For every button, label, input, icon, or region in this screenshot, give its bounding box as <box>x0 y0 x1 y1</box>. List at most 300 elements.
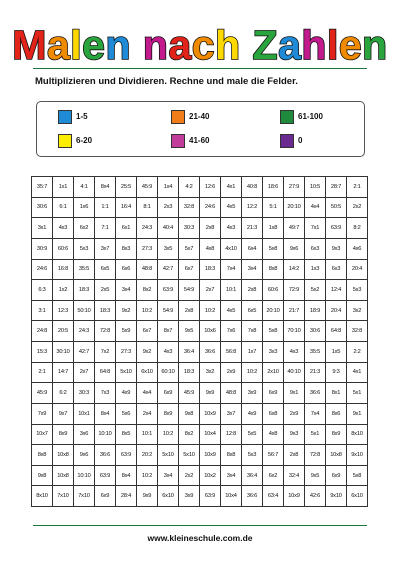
grid-cell[interactable]: 1x2 <box>53 280 74 301</box>
grid-cell[interactable]: 30:6 <box>305 321 326 342</box>
grid-cell[interactable]: 10x4 <box>200 424 221 445</box>
grid-cell[interactable]: 9x7 <box>53 403 74 424</box>
grid-cell[interactable]: 10x6 <box>200 321 221 342</box>
grid-cell[interactable]: 4x9 <box>116 383 137 404</box>
grid-cell[interactable]: 8x8 <box>32 445 53 466</box>
grid-cell[interactable]: 16:4 <box>116 197 137 218</box>
grid-cell[interactable]: 63:9 <box>326 218 347 239</box>
grid-cell[interactable]: 6x2 <box>74 218 95 239</box>
grid-cell[interactable]: 40:10 <box>284 362 305 383</box>
grid-cell[interactable]: 6x3 <box>305 238 326 259</box>
grid-cell[interactable]: 9x8 <box>32 465 53 486</box>
grid-cell[interactable]: 18:6 <box>263 177 284 198</box>
grid-cell[interactable]: 9x5 <box>305 465 326 486</box>
grid-cell[interactable]: 30:3 <box>74 383 95 404</box>
grid-cell[interactable]: 6x7 <box>179 259 200 280</box>
grid-cell[interactable]: 36:4 <box>242 465 263 486</box>
grid-cell[interactable]: 2x7 <box>200 280 221 301</box>
grid-cell[interactable]: 5x3 <box>347 280 368 301</box>
grid-cell[interactable]: 18:3 <box>179 362 200 383</box>
grid-cell[interactable]: 32:8 <box>179 197 200 218</box>
grid-cell[interactable]: 4:2 <box>179 177 200 198</box>
title-letter <box>131 22 143 68</box>
grid-cell[interactable]: 6x7 <box>137 321 158 342</box>
grid-cell[interactable]: 5x8 <box>263 321 284 342</box>
grid-cell[interactable]: 5x10 <box>158 445 179 466</box>
grid-cell[interactable]: 60:6 <box>263 280 284 301</box>
grid-cell[interactable]: 8x1 <box>326 383 347 404</box>
grid-cell[interactable]: 49:7 <box>284 218 305 239</box>
grid-cell[interactable]: 2:1 <box>32 362 53 383</box>
title-letter: Z <box>252 22 279 68</box>
grid-cell[interactable]: 6x9 <box>263 383 284 404</box>
grid-cell[interactable]: 9x6 <box>284 238 305 259</box>
grid-cell[interactable]: 9x3 <box>326 238 347 259</box>
grid-cell[interactable]: 72:9 <box>284 280 305 301</box>
grid-cell[interactable]: 10:10 <box>74 465 95 486</box>
grid-cell[interactable]: 3x1 <box>32 218 53 239</box>
legend-item-61-100 <box>280 110 380 124</box>
grid-cell[interactable]: 50:5 <box>326 197 347 218</box>
grid-cell[interactable]: 48:8 <box>221 383 242 404</box>
grid-cell[interactable]: 5x10 <box>179 445 200 466</box>
grid-row <box>32 342 368 363</box>
grid-cell[interactable]: 36:4 <box>179 342 200 363</box>
grid-row <box>32 424 368 445</box>
grid-cell[interactable]: 6x5 <box>242 300 263 321</box>
grid-cell[interactable]: 5x8 <box>263 238 284 259</box>
grid-cell[interactable]: 6x2 <box>263 465 284 486</box>
grid-cell[interactable]: 5x7 <box>179 238 200 259</box>
grid-cell[interactable]: 6:1 <box>53 197 74 218</box>
grid-cell[interactable]: 2x3 <box>158 197 179 218</box>
grid-cell[interactable]: 1x3 <box>305 259 326 280</box>
grid-cell[interactable]: 64:8 <box>95 362 116 383</box>
grid-cell[interactable]: 10x9 <box>200 445 221 466</box>
grid-cell[interactable]: 10x9 <box>284 486 305 507</box>
grid-cell[interactable]: 20:10 <box>263 300 284 321</box>
grid-cell[interactable]: 5x6 <box>116 403 137 424</box>
grid-cell[interactable]: 8x8 <box>221 445 242 466</box>
grid-cell[interactable]: 7x10 <box>53 486 74 507</box>
grid-cell[interactable]: 9x1 <box>284 383 305 404</box>
grid-cell[interactable]: 3x7 <box>221 403 242 424</box>
grid-cell[interactable]: 7x6 <box>221 321 242 342</box>
footer-divider <box>33 525 367 526</box>
grid-cell[interactable]: 8x6 <box>326 403 347 424</box>
grid-cell[interactable]: 8x9 <box>158 403 179 424</box>
grid-row <box>32 403 368 424</box>
grid-cell[interactable]: 63:4 <box>263 486 284 507</box>
grid-cell[interactable]: 3x7 <box>95 238 116 259</box>
grid-cell[interactable]: 18:9 <box>305 300 326 321</box>
grid-cell[interactable]: 2x8 <box>242 280 263 301</box>
grid-cell[interactable]: 1x4 <box>158 177 179 198</box>
grid-cell[interactable]: 4x6 <box>347 238 368 259</box>
grid-cell[interactable]: 7x4 <box>221 259 242 280</box>
grid-cell[interactable]: 30:9 <box>32 238 53 259</box>
grid-cell[interactable]: 1:1 <box>95 197 116 218</box>
grid-cell[interactable]: 1x5 <box>326 342 347 363</box>
grid-row <box>32 465 368 486</box>
grid-cell[interactable]: 8x4 <box>95 177 116 198</box>
grid-cell[interactable]: 8x9 <box>326 424 347 445</box>
grid-cell[interactable]: 28:7 <box>326 177 347 198</box>
legend-item-21-40 <box>171 110 271 124</box>
grid-cell[interactable]: 4x3 <box>284 342 305 363</box>
legend-label: 41-60 <box>189 136 210 145</box>
grid-cell[interactable]: 63:9 <box>158 280 179 301</box>
grid-cell[interactable]: 4x5 <box>221 197 242 218</box>
grid-cell[interactable]: 32:4 <box>284 465 305 486</box>
grid-cell[interactable]: 7x8 <box>242 321 263 342</box>
grid-cell[interactable]: 4x4 <box>137 383 158 404</box>
grid-cell[interactable]: 9x5 <box>179 321 200 342</box>
grid-cell[interactable]: 45:9 <box>32 383 53 404</box>
grid-cell[interactable]: 6x1 <box>116 218 137 239</box>
grid-cell[interactable]: 10:2 <box>200 300 221 321</box>
title-letter: a <box>278 22 302 68</box>
grid-cell[interactable]: 8x4 <box>116 465 137 486</box>
grid-cell[interactable]: 10:2 <box>158 424 179 445</box>
grid-cell[interactable]: 4x8 <box>200 238 221 259</box>
grid-cell[interactable]: 40:8 <box>242 177 263 198</box>
grid-cell[interactable]: 8x2 <box>179 424 200 445</box>
grid-cell[interactable]: 5x9 <box>116 321 137 342</box>
grid-cell[interactable]: 10x4 <box>221 486 242 507</box>
grid-cell[interactable]: 10x2 <box>200 465 221 486</box>
grid-cell[interactable]: 35:5 <box>305 342 326 363</box>
grid-cell[interactable]: 6x10 <box>158 486 179 507</box>
grid-cell[interactable]: 72:8 <box>305 445 326 466</box>
grid-cell[interactable]: 63:9 <box>200 486 221 507</box>
grid-cell[interactable]: 2:2 <box>347 342 368 363</box>
grid-cell[interactable]: 3:1 <box>32 300 53 321</box>
grid-cell[interactable]: 3x9 <box>242 383 263 404</box>
grid-cell[interactable]: 6x10 <box>137 362 158 383</box>
grid-row <box>32 177 368 198</box>
grid-cell[interactable]: 54:9 <box>158 300 179 321</box>
grid-cell[interactable]: 36:6 <box>305 383 326 404</box>
grid-cell[interactable]: 32:8 <box>347 321 368 342</box>
grid-cell[interactable]: 2x7 <box>74 362 95 383</box>
title-letter: M <box>12 22 47 68</box>
grid-cell[interactable]: 3x9 <box>179 486 200 507</box>
grid-row <box>32 445 368 466</box>
grid-cell[interactable]: 6:3 <box>32 280 53 301</box>
title-letter: a <box>46 22 71 68</box>
title-letter <box>241 22 253 68</box>
grid-cell[interactable]: 9x3 <box>284 424 305 445</box>
grid-cell[interactable]: 5x1 <box>305 424 326 445</box>
grid-cell[interactable]: 3x5 <box>158 238 179 259</box>
grid-cell[interactable]: 9x6 <box>74 445 95 466</box>
grid-cell[interactable]: 7x2 <box>95 342 116 363</box>
grid-cell[interactable]: 14:7 <box>53 362 74 383</box>
grid-cell[interactable]: 56:8 <box>221 342 242 363</box>
title-letter: l <box>70 22 83 68</box>
grid-cell[interactable]: 2x2 <box>179 465 200 486</box>
footer-url: www.kleineschule.com.de <box>147 533 253 543</box>
grid-cell[interactable]: 20:4 <box>326 300 347 321</box>
grid-cell[interactable]: 6x4 <box>242 238 263 259</box>
grid-cell[interactable]: 4x1 <box>347 362 368 383</box>
grid-cell[interactable]: 30:6 <box>32 197 53 218</box>
grid-cell[interactable]: 5x8 <box>347 465 368 486</box>
title-letter: e <box>82 22 106 68</box>
grid-cell[interactable]: 6:2 <box>53 383 74 404</box>
color-swatch <box>280 110 294 124</box>
grid-cell[interactable]: 4x3 <box>53 218 74 239</box>
grid-cell[interactable]: 15:3 <box>32 342 53 363</box>
grid-cell[interactable]: 20:2 <box>137 445 158 466</box>
grid-cell[interactable]: 9:3 <box>326 362 347 383</box>
legend-item-6-20 <box>58 134 158 148</box>
grid-cell[interactable]: 7x9 <box>32 403 53 424</box>
grid-cell[interactable]: 27:3 <box>137 238 158 259</box>
grid-cell[interactable]: 27:3 <box>116 342 137 363</box>
title-letter: l <box>326 22 339 68</box>
grid-cell[interactable]: 14:2 <box>284 259 305 280</box>
grid-cell[interactable]: 5x2 <box>305 280 326 301</box>
grid-cell[interactable]: 10x8 <box>326 445 347 466</box>
grid-cell[interactable]: 28:4 <box>116 486 137 507</box>
grid-cell[interactable]: 9x1 <box>347 403 368 424</box>
grid-cell[interactable]: 10:1 <box>137 424 158 445</box>
grid-cell[interactable]: 1x1 <box>53 177 74 198</box>
grid-cell[interactable]: 54:9 <box>179 280 200 301</box>
grid-cell[interactable]: 5x3 <box>74 238 95 259</box>
grid-cell[interactable]: 10x8 <box>53 445 74 466</box>
grid-row <box>32 238 368 259</box>
instructions-text: Multiplizieren und Dividieren. Rechne und male die Felder. <box>35 76 298 87</box>
grid-cell[interactable]: 6x3 <box>326 259 347 280</box>
grid-cell[interactable]: 2x10 <box>263 362 284 383</box>
legend-label: 1-5 <box>76 112 88 121</box>
grid-cell[interactable]: 8x5 <box>116 424 137 445</box>
grid-cell[interactable]: 18:3 <box>200 259 221 280</box>
grid-cell[interactable]: 6x9 <box>326 465 347 486</box>
grid-cell[interactable]: 5x3 <box>242 445 263 466</box>
title-letter: n <box>105 22 132 68</box>
grid-cell[interactable]: 10:2 <box>242 362 263 383</box>
grid-cell[interactable]: 9x9 <box>137 486 158 507</box>
grid-cell[interactable]: 1x6 <box>74 197 95 218</box>
grid-cell[interactable]: 24:8 <box>32 321 53 342</box>
grid-cell[interactable]: 10x1 <box>74 403 95 424</box>
grid-cell[interactable]: 3x6 <box>74 424 95 445</box>
legend-label: 6-20 <box>76 136 93 145</box>
grid-cell[interactable]: 3x4 <box>221 465 242 486</box>
grid-cell[interactable]: 3x4 <box>116 280 137 301</box>
color-swatch <box>58 134 72 148</box>
grid-cell[interactable]: 21:3 <box>242 218 263 239</box>
grid-cell[interactable]: 35:5 <box>74 259 95 280</box>
grid-cell[interactable]: 30:3 <box>179 218 200 239</box>
grid-cell[interactable]: 5:1 <box>263 197 284 218</box>
grid-cell[interactable]: 4x3 <box>158 342 179 363</box>
grid-cell[interactable]: 36:6 <box>95 445 116 466</box>
grid-cell[interactable]: 10x8 <box>53 465 74 486</box>
grid-cell[interactable]: 3x2 <box>200 362 221 383</box>
title-letter: n <box>362 22 388 68</box>
grid-cell[interactable]: 2x9 <box>221 362 242 383</box>
grid-cell[interactable]: 63:9 <box>116 445 137 466</box>
grid-cell[interactable]: 2:1 <box>347 177 368 198</box>
grid-row <box>32 280 368 301</box>
grid-cell[interactable]: 36:6 <box>242 486 263 507</box>
title-letter: h <box>301 22 327 68</box>
grid-cell[interactable]: 8x3 <box>116 238 137 259</box>
grid-cell[interactable]: 2x4 <box>137 403 158 424</box>
grid-cell[interactable]: 3x3 <box>263 342 284 363</box>
legend-item-1-5 <box>58 110 158 124</box>
grid-cell[interactable]: 20:5 <box>53 321 74 342</box>
grid-cell[interactable]: 2x8 <box>179 300 200 321</box>
grid-cell[interactable]: 10:5 <box>305 177 326 198</box>
grid-cell[interactable]: 12:3 <box>53 300 74 321</box>
grid-cell[interactable]: 45:9 <box>137 177 158 198</box>
grid-cell[interactable]: 42:7 <box>158 259 179 280</box>
title-divider <box>33 68 367 69</box>
grid-cell[interactable]: 4x1 <box>221 177 242 198</box>
grid-cell[interactable]: 3x4 <box>158 465 179 486</box>
title-letter: h <box>215 22 241 68</box>
grid-cell[interactable]: 56:7 <box>263 445 284 466</box>
grid-cell[interactable]: 21:3 <box>305 362 326 383</box>
grid-cell[interactable]: 7x3 <box>95 383 116 404</box>
grid-cell[interactable]: 4x9 <box>242 403 263 424</box>
grid-cell[interactable]: 12:4 <box>326 280 347 301</box>
grid-cell[interactable]: 2x2 <box>347 197 368 218</box>
grid-cell[interactable]: 40:4 <box>158 218 179 239</box>
title-letter: c <box>191 22 216 68</box>
grid-cell[interactable]: 70:10 <box>284 321 305 342</box>
grid-cell[interactable]: 24:3 <box>74 321 95 342</box>
grid-cell[interactable]: 42:6 <box>305 486 326 507</box>
grid-cell[interactable]: 24:6 <box>32 259 53 280</box>
grid-cell[interactable]: 12:8 <box>221 424 242 445</box>
grid-cell[interactable]: 8x10 <box>32 486 53 507</box>
grid-cell[interactable]: 10:2 <box>137 465 158 486</box>
grid-cell[interactable]: 4x4 <box>305 197 326 218</box>
grid-cell[interactable]: 4x3 <box>221 218 242 239</box>
grid-cell[interactable]: 6x9 <box>95 486 116 507</box>
grid-cell[interactable]: 8x8 <box>263 259 284 280</box>
grid-cell[interactable]: 18:3 <box>74 280 95 301</box>
grid-cell[interactable]: 6x10 <box>347 486 368 507</box>
calculation-grid <box>31 176 368 507</box>
grid-cell[interactable]: 7:1 <box>95 218 116 239</box>
grid-cell[interactable]: 5x1 <box>347 383 368 404</box>
grid-cell[interactable]: 18:3 <box>95 300 116 321</box>
grid-row <box>32 300 368 321</box>
grid-cell[interactable]: 7x4 <box>305 403 326 424</box>
grid-cell[interactable]: 35:7 <box>32 177 53 198</box>
grid-cell[interactable]: 8x10 <box>347 424 368 445</box>
grid-cell[interactable]: 36:6 <box>200 342 221 363</box>
grid-cell[interactable]: 10:1 <box>221 280 242 301</box>
grid-cell[interactable]: 9x10 <box>347 445 368 466</box>
grid-cell[interactable]: 42:7 <box>74 342 95 363</box>
grid-cell[interactable]: 3x2 <box>347 300 368 321</box>
grid-cell[interactable]: 2x5 <box>95 280 116 301</box>
grid-cell[interactable]: 9x10 <box>326 486 347 507</box>
grid-cell[interactable]: 12:6 <box>200 177 221 198</box>
grid-cell[interactable]: 4x5 <box>221 300 242 321</box>
grid-cell[interactable]: 8:1 <box>137 197 158 218</box>
grid-cell[interactable]: 1x7 <box>242 342 263 363</box>
grid-cell[interactable]: 2x8 <box>284 445 305 466</box>
grid-cell[interactable]: 7x1 <box>305 218 326 239</box>
grid-cell[interactable]: 27:9 <box>284 177 305 198</box>
grid-cell[interactable]: 5x5 <box>242 424 263 445</box>
grid-cell[interactable]: 8x7 <box>158 321 179 342</box>
grid-cell[interactable]: 21:7 <box>284 300 305 321</box>
grid-cell[interactable]: 45:9 <box>179 383 200 404</box>
grid-cell[interactable]: 6x8 <box>263 403 284 424</box>
grid-cell[interactable]: 3x4 <box>242 259 263 280</box>
grid-cell[interactable]: 12:2 <box>242 197 263 218</box>
grid-cell[interactable]: 16:8 <box>53 259 74 280</box>
grid-cell[interactable]: 9x2 <box>137 342 158 363</box>
grid-cell[interactable]: 10:2 <box>137 300 158 321</box>
grid-cell[interactable]: 4x10 <box>221 238 242 259</box>
grid-cell[interactable]: 2x9 <box>284 403 305 424</box>
grid-cell[interactable]: 6x9 <box>158 383 179 404</box>
grid-cell[interactable]: 30:10 <box>53 342 74 363</box>
grid-cell[interactable]: 60:10 <box>158 362 179 383</box>
grid-cell[interactable]: 25:5 <box>116 177 137 198</box>
grid-cell[interactable]: 2x8 <box>200 218 221 239</box>
grid-cell[interactable]: 8x2 <box>137 280 158 301</box>
legend-item-41-60 <box>171 134 271 148</box>
grid-cell[interactable]: 20:4 <box>347 259 368 280</box>
grid-cell[interactable]: 7x10 <box>74 486 95 507</box>
grid-cell[interactable]: 8x4 <box>95 403 116 424</box>
grid-cell[interactable]: 24:6 <box>200 197 221 218</box>
grid-row <box>32 383 368 404</box>
grid-cell[interactable]: 48:8 <box>137 259 158 280</box>
grid-row <box>32 362 368 383</box>
color-swatch <box>171 134 185 148</box>
grid-cell[interactable]: 10x9 <box>200 403 221 424</box>
grid-cell[interactable]: 8:2 <box>347 218 368 239</box>
grid-cell[interactable]: 10:10 <box>95 424 116 445</box>
grid-cell[interactable]: 4x8 <box>263 424 284 445</box>
grid-cell[interactable]: 50:10 <box>74 300 95 321</box>
grid-cell[interactable]: 64:8 <box>326 321 347 342</box>
grid-cell[interactable]: 8x9 <box>53 424 74 445</box>
title-letter: e <box>338 22 363 68</box>
grid-cell[interactable]: 4:1 <box>74 177 95 198</box>
grid-cell[interactable]: 6x5 <box>95 259 116 280</box>
grid-cell[interactable]: 20:10 <box>284 197 305 218</box>
legend-label: 21-40 <box>189 112 210 121</box>
grid-cell[interactable]: 1x8 <box>263 218 284 239</box>
grid-cell[interactable]: 63:9 <box>95 465 116 486</box>
legend-item-0 <box>280 134 380 148</box>
grid-cell[interactable]: 5x10 <box>116 362 137 383</box>
grid-cell[interactable]: 60:6 <box>53 238 74 259</box>
grid-cell[interactable]: 24:3 <box>137 218 158 239</box>
grid-cell[interactable]: 9x9 <box>200 383 221 404</box>
grid-cell[interactable]: 72:8 <box>95 321 116 342</box>
grid-cell[interactable]: 10x7 <box>32 424 53 445</box>
grid-cell[interactable]: 6x6 <box>116 259 137 280</box>
grid-cell[interactable]: 9x8 <box>179 403 200 424</box>
grid-cell[interactable]: 9x2 <box>116 300 137 321</box>
